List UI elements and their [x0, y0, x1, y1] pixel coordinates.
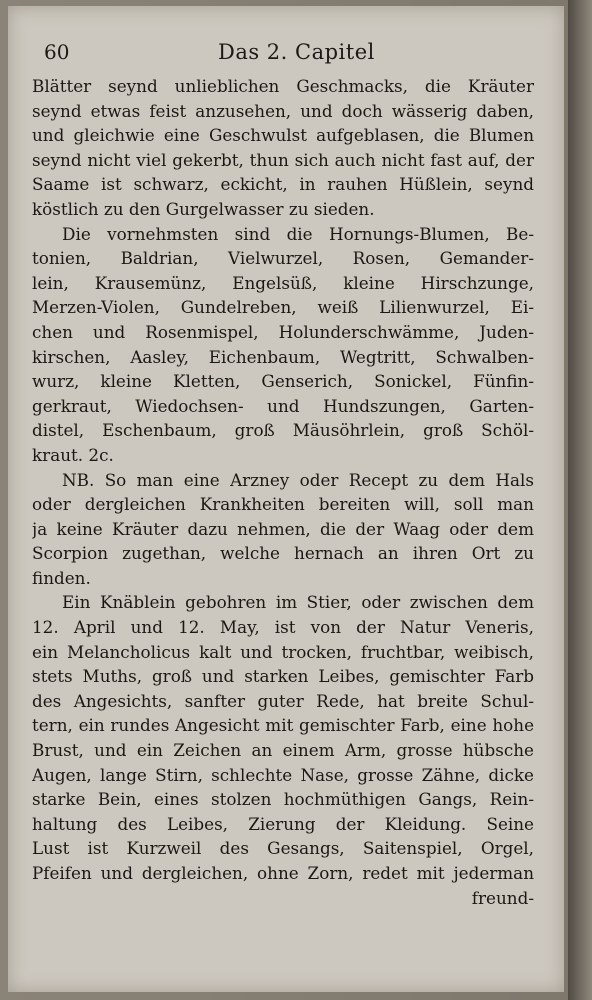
text-line: Brust, und ein Zeichen an einem Arm, grosse hübsche: [32, 740, 534, 761]
paragraph-start: Ein Knäblein gebohren im Stier, oder zwischen dem: [62, 592, 534, 613]
text-line: tern, ein rundes Angesicht mit gemischter Farb, eine hohe: [32, 715, 534, 736]
text-line: haltung des Leibes, Zierung der Kleidung. Seine: [32, 813, 534, 834]
text-line: seynd etwas feist anzusehen, und doch wässerig daben,: [32, 100, 534, 121]
text-line: Saame ist schwarz, eckicht, in rauhen Hüßlein, seynd: [32, 174, 534, 195]
text-line: wurz, kleine Kletten, Genserich, Sonickel, Fünfin-: [32, 371, 534, 392]
text-line: finden.: [32, 567, 91, 588]
adjacent-page-edge: [568, 0, 592, 1000]
text-line: kraut. 2c.: [32, 444, 114, 465]
text-line: kirschen, Aasley, Eichenbaum, Wegtritt, Schwalben-: [32, 346, 534, 367]
text-line: köstlich zu den Gurgelwasser zu sieden.: [32, 198, 375, 219]
body-text: [32, 74, 534, 910]
page-number: 60: [44, 40, 70, 64]
catchword: freund-: [471, 887, 534, 908]
running-head: Das 2. Capitel: [218, 40, 375, 64]
text-line: stets Muths, groß und starken Leibes, gemischter Farb: [32, 666, 534, 687]
paragraph-start: Die vornehmsten sind die Hornungs-Blumen, Be-: [62, 223, 534, 244]
text-line: und gleichwie eine Geschwulst aufgeblasen, die Blumen: [32, 125, 534, 146]
text-line: lein, Krausemünz, Engelsüß, kleine Hirschzunge,: [32, 272, 534, 293]
text-line: seynd nicht viel gekerbt, thun sich auch nicht fast auf, der: [32, 149, 534, 170]
text-line: ein Melancholicus kalt und trocken, fruchtbar, weibisch,: [32, 641, 534, 662]
text-line: Pfeifen und dergleichen, ohne Zorn, redet mit jederman: [32, 863, 534, 883]
text-line: 12. April und 12. May, ist von der Natur Veneris,: [32, 617, 534, 638]
text-line: distel, Eschenbaum, groß Mäusöhrlein, groß Schöl-: [32, 420, 534, 441]
text-line: Blätter seynd unlieblichen Geschmacks, die Kräuter: [32, 76, 534, 96]
text-line: Merzen-Violen, Gundelreben, weiß Lilienwurzel, Ei-: [32, 297, 534, 318]
text-line: Augen, lange Stirn, schlechte Nase, grosse Zähne, dicke: [32, 764, 534, 785]
paragraph-start: NB. So man eine Arzney oder Recept zu dem Hals: [62, 469, 534, 490]
text-line: tonien, Baldrian, Vielwurzel, Rosen, Gemander-: [32, 248, 534, 269]
text-line: gerkraut, Wiedochsen- und Hundszungen, Garten-: [32, 395, 534, 416]
text-line: ja keine Kräuter dazu nehmen, die der Waag oder dem: [32, 518, 534, 539]
text-line: Scorpion zugethan, welche hernach an ihren Ort zu: [32, 543, 534, 564]
text-line: oder dergleichen Krankheiten bereiten will, soll man: [32, 494, 534, 515]
text-line: starke Bein, eines stolzen hochmüthigen Gangs, Rein-: [32, 789, 534, 810]
text-line: Lust ist Kurzweil des Gesangs, Saitenspiel, Orgel,: [32, 838, 534, 859]
text-line: des Angesichts, sanfter guter Rede, hat breite Schul-: [32, 690, 534, 711]
page-header: [38, 38, 558, 72]
text-line: chen und Rosenmispel, Holunderschwämme, Juden-: [32, 321, 534, 342]
